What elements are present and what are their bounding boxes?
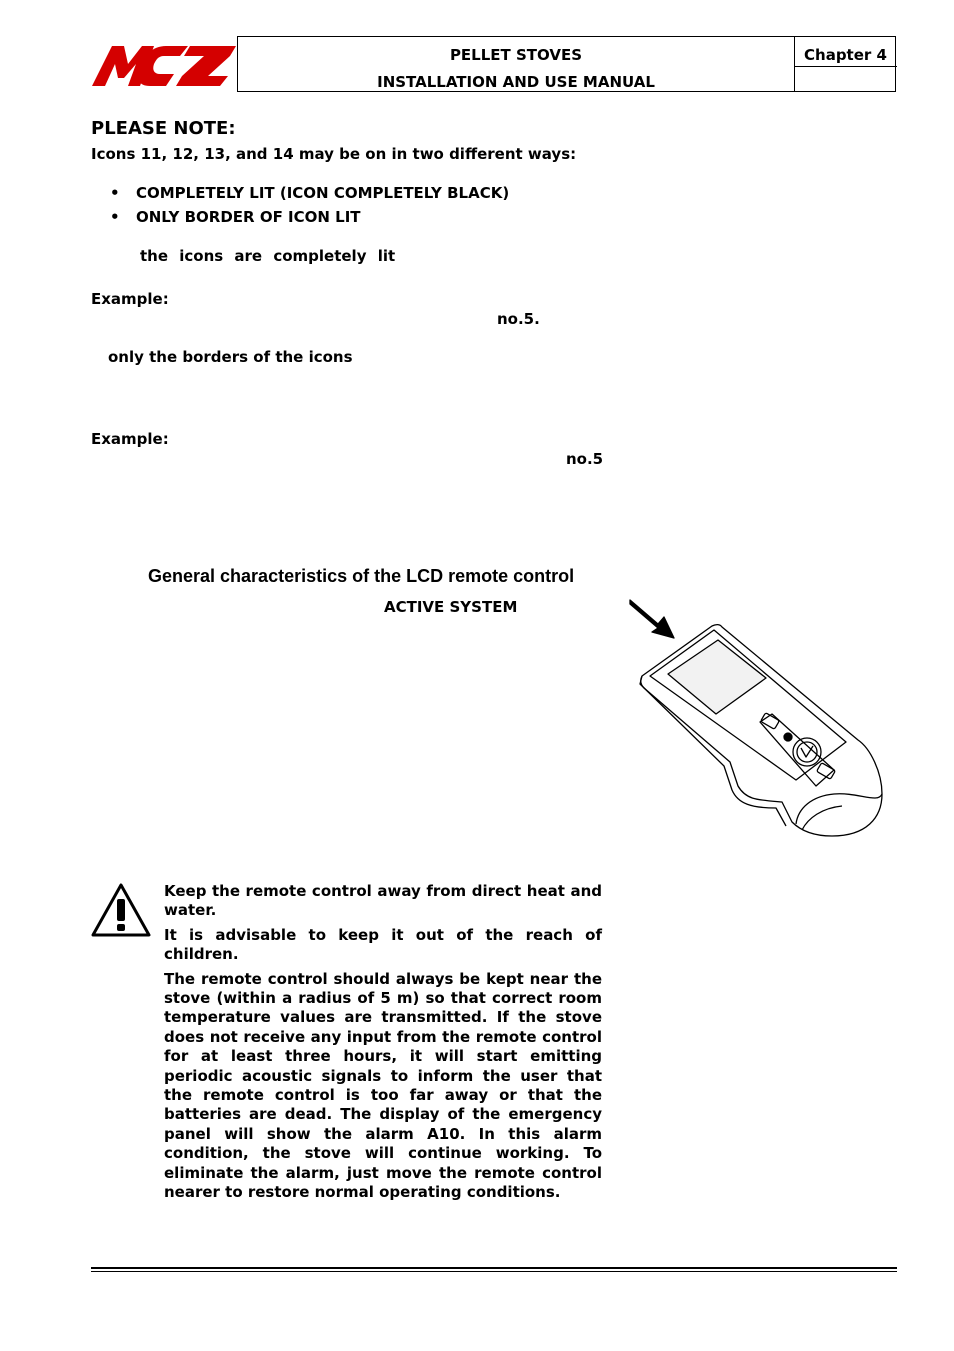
borders-text: only the borders of the icons <box>108 348 353 366</box>
remote-control-illustration <box>620 590 890 842</box>
warning-paragraph: Keep the remote control away from direct heat and water. <box>164 882 602 920</box>
header-divider <box>794 36 795 92</box>
example-label: Example: <box>91 430 169 448</box>
icons-lit-text: the icons are completely lit <box>140 247 396 265</box>
note-intro: Icons 11, 12, 13, and 14 may be on in two different ways: <box>91 145 577 163</box>
chapter-label: Chapter 4 <box>804 46 887 64</box>
header-title: PELLET STOVES <box>449 46 583 64</box>
footer-rule <box>91 1267 897 1269</box>
example-reference: no.5. <box>497 310 540 328</box>
header-subtitle: INSTALLATION AND USE MANUAL <box>377 73 655 91</box>
header-chapter-divider <box>795 66 897 67</box>
bullet-text: COMPLETELY LIT (ICON COMPLETELY BLACK) <box>136 184 510 202</box>
bullet-dot: • <box>110 208 120 226</box>
section-subtitle: ACTIVE SYSTEM <box>384 598 518 616</box>
warning-triangle-icon <box>90 882 152 938</box>
bullet-dot: • <box>110 184 120 202</box>
note-title: PLEASE NOTE: <box>91 118 236 139</box>
bullet-item <box>110 184 510 202</box>
section-title: General characteristics of the LCD remote control <box>148 566 575 586</box>
example-reference: no.5 <box>566 450 604 468</box>
footer-rule <box>91 1271 897 1272</box>
example-label: Example: <box>91 290 169 308</box>
warning-text <box>164 882 602 1208</box>
mcz-logo <box>90 42 238 88</box>
warning-paragraph: The remote control should always be kept near the stove (within a radius of 5 m) so that correct room temperature values are transmitted. If the stove does not receive any input from the remote control for at least three hours, it will start emitting periodic acoustic signals to inform the user that the remote control is too far away or that the batteries are dead. The display of the emergency panel will show the alarm A10. In this alarm condition, the stove will continue working. To eliminate the alarm, just move the remote control nearer to restore normal operating conditions. <box>164 969 602 1202</box>
bullet-text: ONLY BORDER OF ICON LIT <box>136 208 361 226</box>
warning-paragraph: It is advisable to keep it out of the reach of children. <box>164 925 602 964</box>
bullet-item <box>110 208 361 226</box>
